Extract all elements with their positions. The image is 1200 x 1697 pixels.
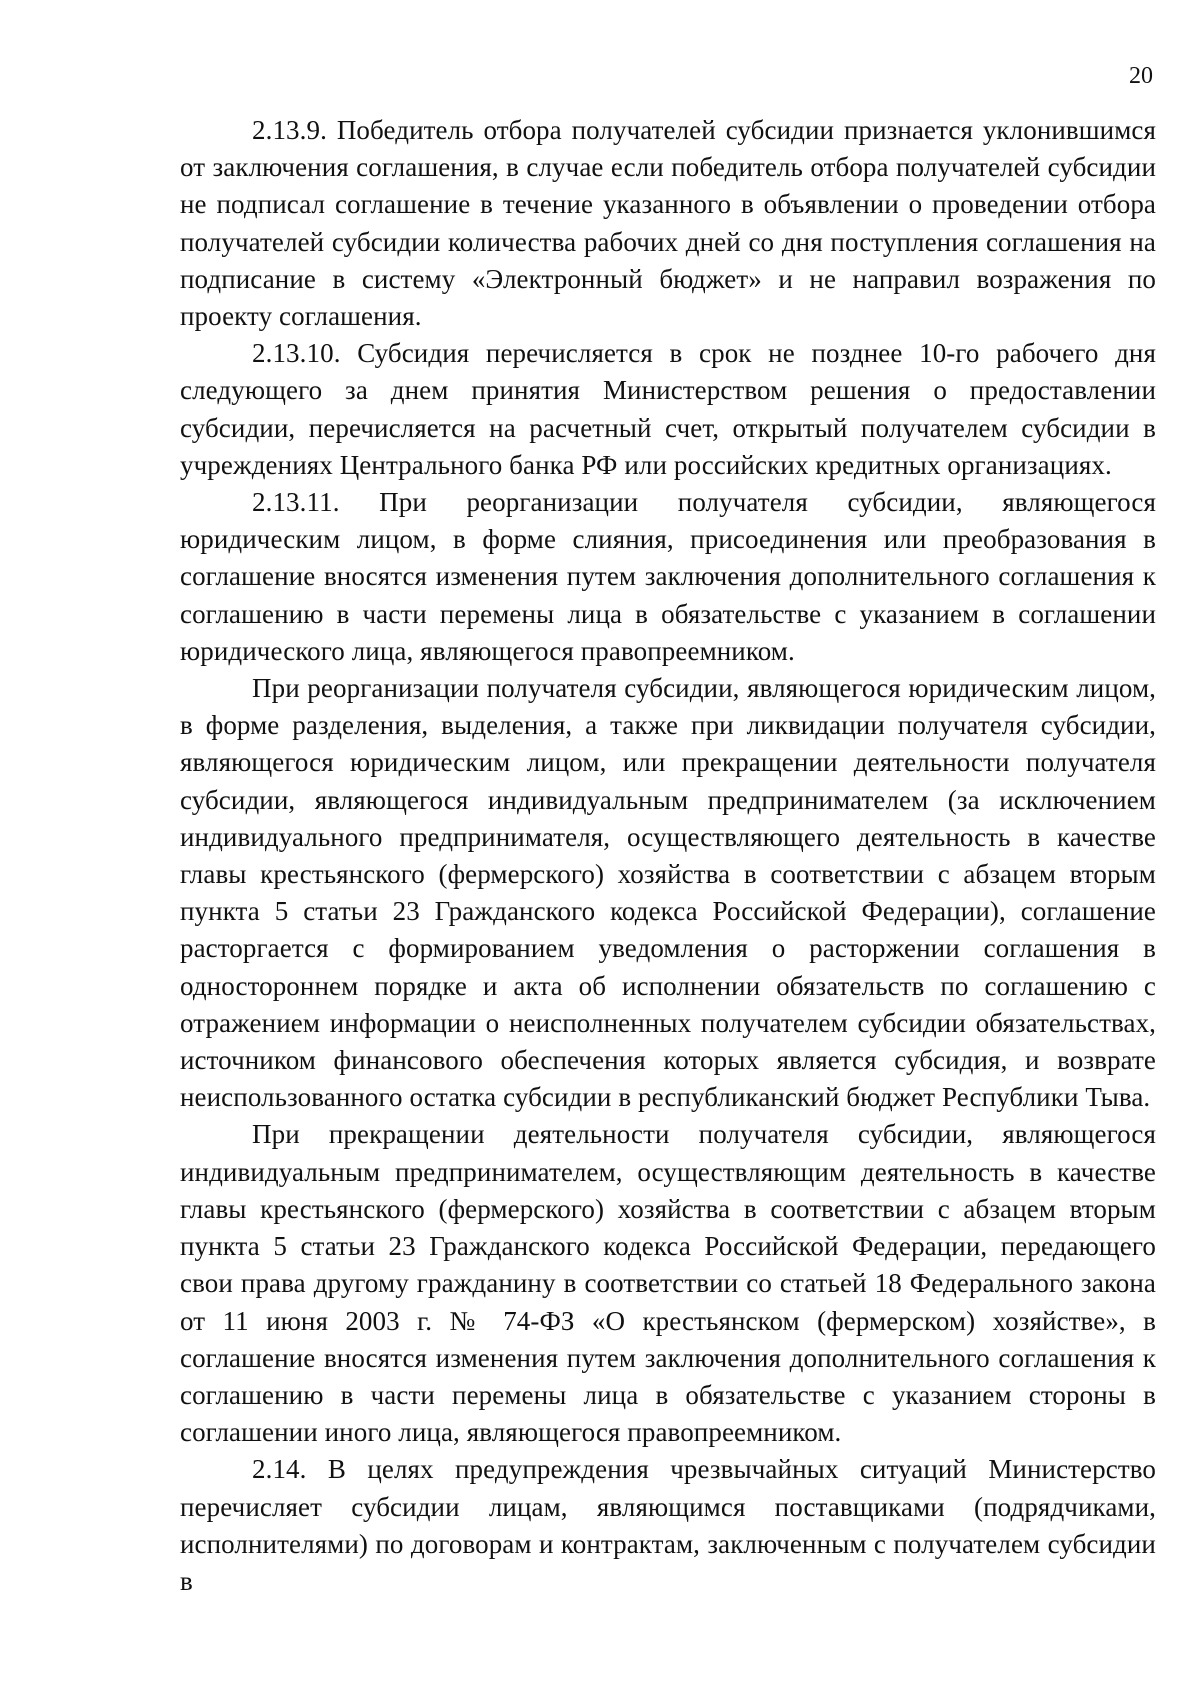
paragraph-reorganization-division: При реорганизации получателя субсидии, являющегося юридическим лицом, в форме разделения, выделения, а также при ликвидации получателя субсидии, являющегося юридическим лицом, или прекращении деятельности получателя субсидии, являющегося индивидуальным предпринимателем (за исключением индивидуального предпринимателя, осуществляющего деятельность в качестве главы крестьянского (фермерского) хозяйства в соответствии с абзацем вторым пункта 5 статьи 23 Гражданского кодекса Российской Федерации), соглашение расторгается с формированием уведомления о расторжении соглашения в одностороннем порядке и акта об исполнении обязательств по соглашению с отражением информации о неисполненных получателем субсидии обязательствах, источником финансового обеспечения которых является субсидия, и возврате неиспользованного остатка субсидии в республиканский бюджет Республики Тыва. — [180, 673, 1156, 1113]
paragraph-2-13-10: 2.13.10. Субсидия перечисляется в срок не позднее 10-го рабочего дня следующего за днем принятия Министерством решения о предоставлении субсидии, перечисляется на расчетный счет, открытый получателем субсидии в учреждениях Центрального банка РФ или российских кредитных организациях. — [180, 338, 1156, 480]
page-number: 20 — [1129, 63, 1153, 89]
paragraph-termination-entrepreneur: При прекращении деятельности получателя субсидии, являющегося индивидуальным предпринимателем, осуществляющим деятельность в качестве главы крестьянского (фермерского) хозяйства в соответствии с абзацем вторым пункта 5 статьи 23 Гражданского кодекса Российской Федерации, передающего свои права другому гражданину в соответствии со статьей 18 Федерального закона от 11 июня 2003 г. № 74-ФЗ «О крестьянском (фермерском) хозяйстве», в соглашение вносятся изменения путем заключения дополнительного соглашения к соглашению в части перемены лица в обязательстве с указанием стороны в соглашении иного лица, являющегося правопреемником. — [180, 1119, 1156, 1448]
paragraph-2-13-11: 2.13.11. При реорганизации получателя субсидии, являющегося юридическим лицом, в форме слияния, присоединения или преобразования в соглашение вносятся изменения путем заключения дополнительного соглашения к соглашению в части перемены лица в обязательстве с указанием в соглашении юридического лица, являющегося правопреемником. — [180, 487, 1156, 666]
paragraph-2-14: 2.14. В целях предупреждения чрезвычайных ситуаций Министерство перечисляет субсидии лицам, являющимся поставщиками (подрядчиками, исполнителями) по договорам и контрактам, заключенным с получателем субсидии в — [180, 1454, 1156, 1596]
document-body — [180, 112, 1156, 1600]
paragraph-2-13-9: 2.13.9. Победитель отбора получателей субсидии признается уклонившимся от заключения соглашения, в случае если победитель отбора получателей субсидии не подписал соглашение в течение указанного в объявлении о проведении отбора получателей субсидии количества рабочих дней со дня поступления соглашения на подписание в систему «Электронный бюджет» и не направил возражения по проекту соглашения. — [180, 115, 1156, 332]
